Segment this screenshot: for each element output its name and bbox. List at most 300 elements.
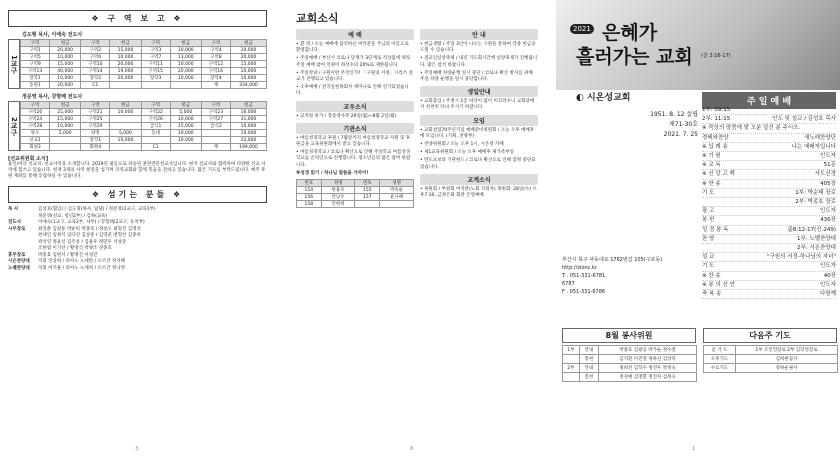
table-cell: 5,000: [110, 130, 141, 137]
table-cell: [170, 144, 201, 151]
table-cell: 10,000: [50, 54, 81, 61]
order-detail: 인도자: [820, 208, 836, 215]
table-header-cell: 구역: [81, 40, 110, 47]
order-row: [702, 253, 836, 262]
cover-title-1: 은혜가: [602, 22, 658, 44]
table-cell: [563, 373, 580, 382]
order-row: [702, 226, 836, 235]
table-cell: 회원3: [21, 144, 50, 151]
logo-icon: ◐: [576, 93, 584, 103]
offering-table-1: [20, 39, 267, 89]
table-row: [563, 364, 697, 373]
table-cell: 구역6: [81, 54, 110, 61]
news-item: • 주일예배 / 부산시 코로나 단계가 3단계로 격상됨에 따라 주일 예배 참여 인원이 좌석수의 20%로 제한됩니다.: [296, 56, 411, 68]
table-cell: 안남수: [321, 194, 355, 201]
mission-note: 용인/아산 선교지: 선교사역을 소개합니다. 2019년 필름으로 파송된 훈련전문선교사입니다. 현지 선교사와 협력하여 다양한 선교 사역에 힘쓰고 있습니다. 현재 3개의 사역 현장을 섬기며 지역교회와 함께 복음을 전하고 있습니다. 많은 기도를 부탁드립니다. 매주 후원 계좌를 통해 동참하실 수 있습니다.: [8, 162, 266, 179]
volunteers-box: [562, 328, 697, 382]
table-cell: 구역7: [141, 54, 170, 61]
table-cell: 장학1: [81, 137, 110, 144]
table-cell: 정희선 김학수 정연우 박정숙: [599, 364, 697, 373]
table-cell: 오후기도: [704, 355, 736, 364]
table-cell: 장학4: [201, 75, 230, 82]
table-cell: 10,000: [110, 109, 141, 116]
table-cell: 10,000: [230, 75, 266, 82]
table-row: [563, 373, 697, 382]
table-header-cell: 헌금: [110, 102, 141, 109]
table-row: [297, 187, 414, 194]
news-item: • 교회설립70주년기념 예배준비위원회 / 오늘 오후 예배후에 모입니다. (기획, 찬양부): [420, 127, 535, 139]
table-cell: 구역15: [141, 68, 170, 75]
table-cell: [563, 355, 580, 364]
table-header-cell: 번호: [297, 180, 322, 187]
table-cell: 25,000: [50, 109, 81, 116]
staff-names: 천세인 임원석 임다연 김상훈 / 김영준 방형찬 김종옥: [38, 233, 141, 238]
table-header-cell: 헌금: [170, 40, 201, 47]
church-fax: F . 051-331-6786: [562, 289, 606, 295]
table-cell: [380, 201, 414, 208]
table-cell: 낮 기 도: [704, 346, 736, 355]
worship-title: 주 일 예 배: [702, 92, 836, 109]
table-cell: 강하순권사: [735, 364, 837, 373]
table-row: [21, 137, 267, 144]
org-news-header: 기관소식: [296, 123, 414, 134]
next-prayer-box: [703, 328, 838, 382]
logo-text: 시온성교회: [587, 93, 631, 103]
table-cell: 156: [297, 194, 322, 201]
issue-number: 제71-30호: [668, 121, 698, 128]
order-row: [702, 207, 836, 216]
table-header-cell: 구역: [201, 40, 230, 47]
table-cell: 10,000: [230, 123, 266, 130]
order-row: [702, 216, 836, 225]
table-cell: [170, 82, 201, 89]
table-header-cell: 구역: [141, 102, 170, 109]
staff-names: 조한범 이기선 / 황영식 박양조 전종호: [38, 246, 112, 251]
table-cell: 양정: [81, 130, 110, 137]
table-header-row: [21, 40, 267, 47]
table-cell: 장학2: [81, 75, 110, 82]
table-cell: 1부: [563, 346, 580, 355]
news-item: • 환 영 / 오늘 예배에 참석하신 여러분을 주님의 이름으로 환영합니다.: [296, 42, 409, 54]
news-item: • 헌금생활 / 주일 3인이 나오는 구원을 통하여 각종 헌금을 드릴 수 있습니다.: [420, 42, 536, 54]
table-header-cell: 헌금: [230, 102, 266, 109]
order-detail: 새노래찬양단: [804, 134, 836, 141]
table-row: [704, 364, 838, 373]
bible-reading-table: [296, 179, 414, 208]
table-cell: 김희현집사: [735, 355, 837, 364]
table-cell: [110, 82, 141, 89]
table-cell: 급식1: [141, 123, 170, 130]
member-news-items: [296, 114, 414, 120]
order-item: ※ 찬 송: [702, 180, 721, 187]
table-cell: 10,000: [110, 54, 141, 61]
order-detail: 사도신경: [814, 171, 836, 178]
table-cell: 선교1: [21, 137, 50, 144]
table-row: [21, 144, 267, 151]
table-cell: 계: [201, 144, 230, 151]
table-cell: 334,000: [230, 82, 266, 89]
staff-names: 지휘 여지용 / 피아노 노세희 / 오르간 정나영: [38, 265, 125, 271]
worship-header: 예 배: [296, 29, 414, 40]
table-row: [21, 47, 267, 54]
news-item: • 목원회 / 부원회 여자분(노회 지휘자) 목원회: 28일(수) 오후7:30, 금정은화 회관 온형예배.: [420, 186, 537, 199]
order-detail: 다함께: [820, 291, 836, 298]
next-prayer-title: 다음주 기도: [703, 328, 837, 343]
table-cell: 20,000: [50, 82, 81, 89]
staff-names: 지휘 연상희 / 피아노 노세란 / 오르간 정지혜: [38, 259, 125, 264]
table-cell: [201, 137, 230, 144]
table-cell: 10,000: [230, 47, 266, 54]
news-item: • 오후예배 / 전국실천목회자 세미나로 인해 연기되었습니다.: [296, 85, 409, 97]
order-detail: 51문: [823, 162, 836, 169]
mission-note-title: [선교위원회 소식]: [8, 156, 49, 162]
table-cell: 20,000: [170, 68, 201, 75]
page-8: [290, 0, 545, 456]
order-row: [702, 161, 836, 170]
life-items: [420, 99, 538, 111]
table-cell: 계: [201, 82, 230, 89]
table-cell: 박종호 김광웅 박가순 정수결: [599, 346, 697, 355]
year-badge: 2021: [570, 24, 594, 34]
table-cell: 구역22: [141, 109, 170, 116]
table-cell: 장학1: [21, 75, 50, 82]
order-row: [702, 198, 836, 207]
table-cell: 구역9: [21, 61, 50, 68]
staff-role: 시무장로: [8, 226, 26, 232]
table-cell: 한용호: [321, 187, 355, 194]
staff-role: 목 사: [8, 207, 19, 212]
table-cell: 20,000: [110, 61, 141, 68]
church-logo: [576, 90, 630, 103]
staff-list: [8, 207, 267, 272]
table-cell: 봉헌: [579, 355, 598, 364]
order-item: 광 고: [702, 208, 715, 215]
worship-items: [296, 42, 414, 98]
table-cell: 윤나혜: [380, 194, 414, 201]
table-cell: 구역8: [201, 54, 230, 61]
member-news-header: 교우소식: [296, 101, 414, 112]
table-header-cell: 헌금: [170, 102, 201, 109]
table-cell: [355, 201, 380, 208]
table-row: [21, 82, 267, 89]
table-cell: 구역27: [201, 116, 230, 123]
group2-name: 정문영 목사, 강향례 전도사: [22, 94, 83, 100]
order-row: [702, 143, 836, 152]
news-item: • 교적원 휴가 / 장준영사무 26일(월)~8월 2일(월): [296, 113, 397, 119]
news-title: 교회소식: [296, 12, 339, 25]
staff-row: [8, 266, 267, 273]
page-number: 8: [410, 446, 414, 452]
group2-table: [8, 101, 267, 151]
staff-names: 김성호(협임) / 김도형(목사, 담당) / 정문영(2교구, 교육1부): [38, 207, 156, 212]
group1-table: [8, 39, 267, 89]
table-cell: 12,000: [230, 137, 266, 144]
table-cell: 구역2: [81, 47, 110, 54]
table-cell: 5,000: [50, 130, 81, 137]
table-cell: 15,000: [110, 47, 141, 54]
table-cell: 구역13: [21, 68, 50, 75]
cover-verse: (골 3:16-17): [701, 53, 731, 59]
meeting-items: [420, 128, 538, 171]
order-item: ※ 찬 송: [702, 272, 721, 279]
table-cell: 10,000: [50, 123, 81, 130]
order-detail: 롬8:12-17(신.249): [787, 226, 836, 233]
cover-header: [556, 0, 840, 90]
news-item: • 반도프보라 기관헌드 / 코로나 확산으로 인해 잠정 중단되었습니다.: [420, 158, 536, 170]
order-item: ※ 교 독: [702, 162, 721, 169]
table-cell: 20,000: [230, 54, 266, 61]
order-detail: 1부: 노벨찬양대: [797, 235, 836, 242]
group2-side: 2교구: [8, 101, 20, 151]
offering-title: ❖ 구 역 보 고 ❖: [8, 10, 267, 27]
table-cell: 동원1: [21, 82, 50, 89]
bottom-boxes: [562, 328, 838, 382]
church-address: 부산시 북구 낙동대로 1762번길 105(구포동): [562, 257, 663, 263]
table-cell: 구역4: [201, 47, 230, 54]
table-cell: 10,000: [170, 75, 201, 82]
table-cell: 구역20: [21, 109, 50, 116]
staff-names: 정문영(선교, 청년2부) / 김하(교육): [38, 213, 108, 219]
table-cell: 10,000: [230, 130, 266, 137]
table-header-cell: 헌금: [50, 40, 81, 47]
table-cell: 안내: [579, 346, 598, 355]
notice-header: 안 내: [420, 29, 538, 40]
news-item: • 여름성경학교 후원 / 7월말까지 여름성경학교 지원 및 후원금을 교육위원회에서 받고 있습니다.: [296, 135, 411, 148]
table-cell: 155: [355, 187, 380, 194]
order-detail: 1부: 박순태 장로: [795, 189, 836, 196]
order-item: 경배와찬양: [702, 134, 729, 141]
table-cell: 158: [297, 201, 322, 208]
table-header-cell: 구역: [141, 40, 170, 47]
order-row: [702, 170, 836, 179]
table-cell: 구역21: [81, 109, 110, 116]
table-row: [563, 346, 697, 355]
table-row: [21, 123, 267, 130]
order-row: [702, 272, 836, 281]
table-cell: 15,000: [50, 61, 81, 68]
order-row: [702, 124, 836, 133]
church-tel: T . 051-331-6781: [562, 273, 606, 279]
table-cell: 10,000: [170, 130, 201, 137]
table-cell: 40,000: [50, 68, 81, 75]
table-cell: 5,000: [170, 109, 201, 116]
table-row: [21, 130, 267, 137]
table-header-row: [21, 102, 267, 109]
table-cell: 구역16: [201, 68, 230, 75]
table-row: [21, 54, 267, 61]
issue-info: [562, 110, 698, 140]
table-cell: [50, 144, 81, 151]
bottom-row: [562, 328, 838, 382]
table-cell: [110, 144, 141, 151]
order-item: 성 경 봉 독: [702, 226, 729, 233]
table-cell: 13,000: [170, 54, 201, 61]
church-news-items: [420, 187, 538, 199]
news-item: • 제1교육위원회 / 오늘 오후 예배후 새가족부실: [420, 150, 514, 156]
order-item: ※ 봉 의 선 언: [702, 281, 735, 288]
order-detail: 405장: [820, 180, 836, 187]
table-cell: 10,000: [170, 116, 201, 123]
table-cell: [141, 82, 170, 89]
order-item: 기 도: [702, 189, 715, 196]
order-row: [702, 189, 836, 198]
table-cell: 급식2: [201, 123, 230, 130]
offering-table-2: [20, 101, 267, 151]
news-item: • 교회출입 / 주정시 1층 바닥이 많이 미끄러우니 교회당에서 천천히 다녀 주시기 바랍니다.: [420, 99, 535, 111]
table-cell: [201, 130, 230, 137]
table-row: [21, 116, 267, 123]
staff-names: 박충효 임원석 / 황명진 이경진: [38, 252, 98, 258]
table-cell: 구역28: [21, 123, 50, 130]
table-cell: 15,000: [170, 123, 201, 130]
table-cell: 1부 조인민장로 2부 김학연장로: [735, 346, 837, 355]
order-detail: 40장: [823, 272, 836, 279]
table-row: [21, 68, 267, 75]
order-row: [702, 244, 836, 253]
notice-items: [420, 42, 538, 83]
order-item: 찬 양: [702, 235, 715, 242]
staff-names: 최연춘 김창용 박순비 박종호 / 정창오 최형진 김영석: [38, 226, 141, 232]
table-cell: 수요기도: [704, 364, 736, 373]
order-detail: 인도자: [820, 153, 836, 160]
order-detail: "구원의 서정-하나님의 자녀": [767, 254, 836, 261]
org-news-items: [296, 136, 414, 169]
page-3: [0, 0, 275, 456]
order-item: 축 복 송: [702, 291, 722, 298]
news-item: • 전교인신앙축제 / 내년 기도회시간에 신앙축제가 진행됩니다. 많은 참석 바랍니다.: [420, 56, 538, 68]
order-row: [702, 235, 836, 244]
group1-side: 1교구: [8, 39, 20, 89]
news-item: • 여름성경학교 / 코로나 확산으로 인해 주일학교 여름성경학교를 온라인으로 진행합니다. 청소년들의 많은 참여 바랍니다.: [296, 150, 411, 168]
time-label: 2부: 11:15: [702, 116, 731, 123]
table-header-cell: 구역: [21, 102, 50, 109]
table-cell: 157: [355, 194, 380, 201]
worship-order-list: [702, 124, 836, 299]
table-cell: 안현희: [321, 201, 355, 208]
founded-date: 1951. 8. 12 설립: [650, 111, 698, 118]
table-cell: 동대: [141, 130, 170, 137]
table-header-cell: 헌금: [230, 40, 266, 47]
table-cell: 양오: [21, 130, 50, 137]
table-cell: 안내: [579, 364, 598, 373]
news-item: • 주일예배 차량운행 일시 중단 / 코로나 확산 방지를 위해 주일 차량 운행을 일시 중단합니다.: [420, 70, 533, 83]
table-cell: 구역26: [141, 116, 170, 123]
table-header-cell: 성명: [380, 180, 414, 187]
table-header-cell: 헌금: [110, 40, 141, 47]
volunteers-table: [562, 345, 697, 382]
news-item: • 찬양위원회 / 오늘 오후 1시, 시온성 카페: [420, 142, 504, 148]
table-header-cell: 성명: [321, 180, 355, 187]
table-cell: 구역12: [201, 61, 230, 68]
page-number: 3: [135, 446, 139, 452]
group1-name: 김도형 목사, 이애숙 전도사: [22, 32, 83, 38]
table-cell: 구역23: [201, 109, 230, 116]
table-cell: C1: [141, 144, 170, 151]
issue-date: 2021. 7. 25: [663, 131, 698, 138]
table-header-cell: 번호: [355, 180, 380, 187]
order-detail: 2부: 박종호 장로: [795, 199, 836, 206]
staff-title: ❖ 섬기는 분들 ❖: [8, 186, 267, 203]
table-cell: 정경예 김명환 정진자 김정숙: [599, 373, 697, 382]
staff-role: 전도사: [8, 220, 22, 225]
table-cell: [110, 116, 141, 123]
volunteers-title: 8월 봉사위원: [562, 328, 696, 343]
table-cell: 구역14: [81, 68, 110, 75]
order-item: 설 교: [702, 254, 715, 261]
time-label: 1부: 09:15: [702, 107, 731, 113]
order-item: ※ 묵상의 말씀에 맞 오분 앞선 분 주시오.: [702, 125, 801, 132]
table-cell: 199,000: [230, 144, 266, 151]
order-detail: 인도자: [820, 263, 836, 270]
table-cell: 구역1: [21, 47, 50, 54]
table-header-row: [297, 180, 414, 187]
news-right-col: [420, 26, 538, 201]
staff-role: 시온찬양대: [8, 259, 30, 264]
table-cell: 10,000: [170, 47, 201, 54]
church-website: http://zionc.kr: [562, 265, 597, 271]
table-cell: 박옥순: [380, 187, 414, 194]
table-row: [297, 201, 414, 208]
time-row: [702, 106, 836, 115]
page-1: [556, 0, 840, 456]
order-item: ※ 신 앙 고 백: [702, 171, 735, 178]
table-cell: [50, 137, 81, 144]
table-cell: 10,000: [230, 68, 266, 75]
order-detail: 2부: 시온찬양대: [797, 245, 836, 252]
bible-reading-title: ※성경 읽기 / 하나님 말씀을 가까이!: [296, 170, 369, 176]
table-cell: 구역25: [81, 116, 110, 123]
church-contact: [562, 256, 698, 296]
table-cell: 장학3: [141, 75, 170, 82]
table-cell: 10,000: [110, 137, 141, 144]
table-cell: 구역29: [81, 123, 110, 130]
table-row: [563, 355, 697, 364]
table-cell: [141, 137, 170, 144]
order-row: [702, 180, 836, 189]
order-detail: 436장: [820, 217, 836, 224]
table-header-cell: 헌금: [50, 102, 81, 109]
table-cell: 10,000: [50, 75, 81, 82]
table-cell: 15,000: [230, 61, 266, 68]
table-row: [704, 355, 838, 364]
church-tel2: 6787: [562, 281, 575, 287]
table-cell: 김지환 이진철 정하선 김상덕: [599, 355, 697, 364]
order-item: 기 도: [702, 263, 715, 270]
table-header-cell: 구역: [21, 40, 50, 47]
table-row: [21, 109, 267, 116]
life-header: 생일안내: [420, 86, 538, 97]
table-cell: 구역5: [21, 54, 50, 61]
time-row: [702, 115, 836, 124]
table-cell: 19,000: [110, 68, 141, 75]
table-row: [21, 61, 267, 68]
table-cell: 154: [297, 187, 322, 194]
table-cell: [110, 123, 141, 130]
staff-role: 노벨찬양대: [8, 265, 30, 271]
table-cell: 구역10: [81, 61, 110, 68]
table-cell: 구역24: [21, 116, 50, 123]
church-news-header: 교계소식: [420, 174, 538, 185]
table-cell: 20,000: [110, 75, 141, 82]
table-row: [704, 346, 838, 355]
news-item: • 주일찬양 / 구원이란 무엇인가? 「구원의 서정」시리즈 설교가 진행되고 있습니다.: [296, 70, 413, 83]
table-header-cell: 구역: [201, 102, 230, 109]
order-row: [702, 262, 836, 271]
table-cell: 구역11: [141, 61, 170, 68]
table-cell: 15,000: [50, 116, 81, 123]
table-row: [21, 75, 267, 82]
table-row: [297, 194, 414, 201]
